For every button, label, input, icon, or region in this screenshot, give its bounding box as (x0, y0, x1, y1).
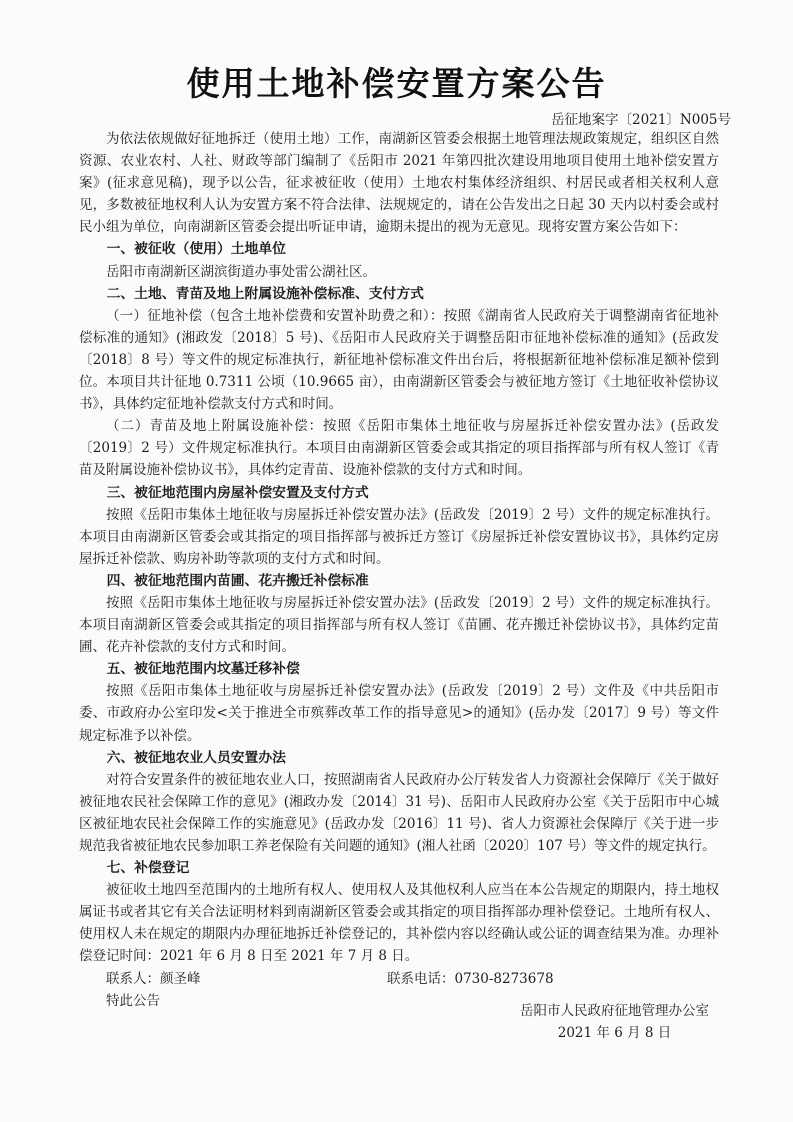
section-paragraph: 按照《岳阳市集体土地征收与房屋拆迁补偿安置办法》(岳政发〔2019〕2 号）文件的规定标准执行。本项目由南湖新区管委会或其指定的项目指挥部与被拆迁方签订《房屋拆迁补偿安置协议书》，具体约定房屋拆迁补偿款、购房补助等款项的支付方式和时间。 (79, 506, 719, 567)
notice-body (79, 128, 719, 1012)
contact-phone: 联系电话：0730-8273678 (387, 970, 554, 987)
section-paragraph: 被征收土地四至范围内的土地所有权人、使用权人及其他权利人应当在本公告规定的期限内，持土地权属证书或者其它有关合法证明材料到南湖新区管委会或其指定的项目指挥部办理补偿登记。土地所有权人、使用权人未在规定的期限内办理征地拆迁补偿登记的，其补偿内容以经确认或公证的调查结果为准。办理补偿登记时间：2021 年 6 月 8 日至 2021 年 7 月 8 日。 (79, 882, 719, 965)
closing-line: 特此公告 (106, 992, 160, 1009)
section-paragraph: 按照《岳阳市集体土地征收与房屋拆迁补偿安置办法》(岳政发〔2019〕2 号）文件及《中共岳阳市委、市政府办公室印发<关于推进全市殡葬改革工作的指导意见>的通知》(岳办发〔2017〕9 号）等文件规定标准予以补偿。 (79, 683, 719, 744)
section-heading: 六、被征地农业人员安置办法 (106, 749, 286, 766)
page-title: 使用土地补偿安置方案公告 (186, 64, 607, 103)
issuer-org: 岳阳市人民政府征地管理办公室 (520, 1003, 709, 1019)
section-heading: 一、被征收（使用）土地单位 (106, 241, 286, 258)
intro-paragraph: 为依法依规做好征地拆迁（使用土地）工作，南湖新区管委会根据土地管理法规政策规定，组织区自然资源、农业农村、人社、财政等部门编制了《岳阳市 2021 年第四批次建设用地项目使用土地补偿安置方案》(征求意见稿)，现予以公告，征求被征收（使用）土地农村集体经济组织、村居民或者相关权利人意见，多数被征地权利人认为安置方案不符合法律、法规规定的，请在公告发出之日起 30 天内以村委会或村民小组为单位，向南湖新区管委会提出听证申请，逾期未提出的视为无意见。现将安置方案公告如下： (79, 131, 719, 236)
section-heading: 四、被征地范围内苗圃、花卉搬迁补偿标准 (106, 572, 369, 589)
section-paragraph: （一）征地补偿（包含土地补偿费和安置补助费之和）：按照《湖南省人民政府关于调整湖南省征地补偿标准的通知》(湘政发〔2018〕5 号)、《岳阳市人民政府关于调整岳阳市征地补偿标准的通知》(岳政发〔2018〕8 号）等文件的规定标准执行，新征地补偿标准文件出台后，将根据新征地补偿标准足额补偿到位。本项目共计征地 0.7311 公顷（10.9665 亩），由南湖新区管委会与被征地方签订《土地征收补偿协议书》，具体约定征地补偿款支付方式和时间。 (79, 307, 719, 413)
section-paragraph: 岳阳市南湖新区湖滨街道办事处雷公湖社区。 (106, 263, 376, 280)
section-heading: 七、补偿登记 (106, 860, 190, 877)
section-paragraph: （二）青苗及地上附属设施补偿：按照《岳阳市集体土地征收与房屋拆迁补偿安置办法》(岳政发〔2019〕2 号）文件规定标准执行。本项目由南湖新区管委会或其指定的项目指挥部与所有权人签订《青苗及附属设施补偿协议书》，具体约定青苗、设施补偿款的支付方式和时间。 (79, 418, 719, 479)
issue-date: 2021 年 6 月 8 日 (557, 1025, 672, 1041)
document-number: 岳征地案字〔2021〕N005号 (551, 112, 731, 128)
issuer-block (520, 1000, 709, 1044)
section-heading: 二、土地、青苗及地上附属设施补偿标准、支付方式 (106, 285, 424, 302)
section-paragraph: 按照《岳阳市集体土地征收与房屋拆迁补偿安置办法》(岳政发〔2019〕2 号）文件的规定标准执行。本项目南湖新区管委会或其指定的项目指挥部与所有权人签订《苗圃、花卉搬迁补偿协议书》，具体约定苗圃、花卉补偿款的支付方式和时间。 (79, 594, 719, 656)
contact-person: 联系人：颜圣峰 (106, 970, 201, 987)
section-heading: 五、被征地范围内坟墓迁移补偿 (106, 661, 300, 678)
contact-row (79, 968, 719, 990)
section-heading: 三、被征地范围内房屋补偿安置及支付方式 (106, 484, 369, 501)
section-paragraph: 对符合安置条件的被征地农业人口，按照湖南省人民政府办公厅转发省人力资源社会保障厅《关于做好被征地农民社会保障工作的意见》(湘政办发〔2014〕31 号)、岳阳市人民政府办公室《关于岳阳市中心城区被征地农民社会保障工作的实施意见》(岳政办发〔2016〕11 号)、省人力资源社会保障厅《关于进一步规范我省被征地农民参加职工养老保险有关问题的通知》(湘人社函〔2020〕107 号）等文件的规定执行。 (79, 771, 719, 854)
